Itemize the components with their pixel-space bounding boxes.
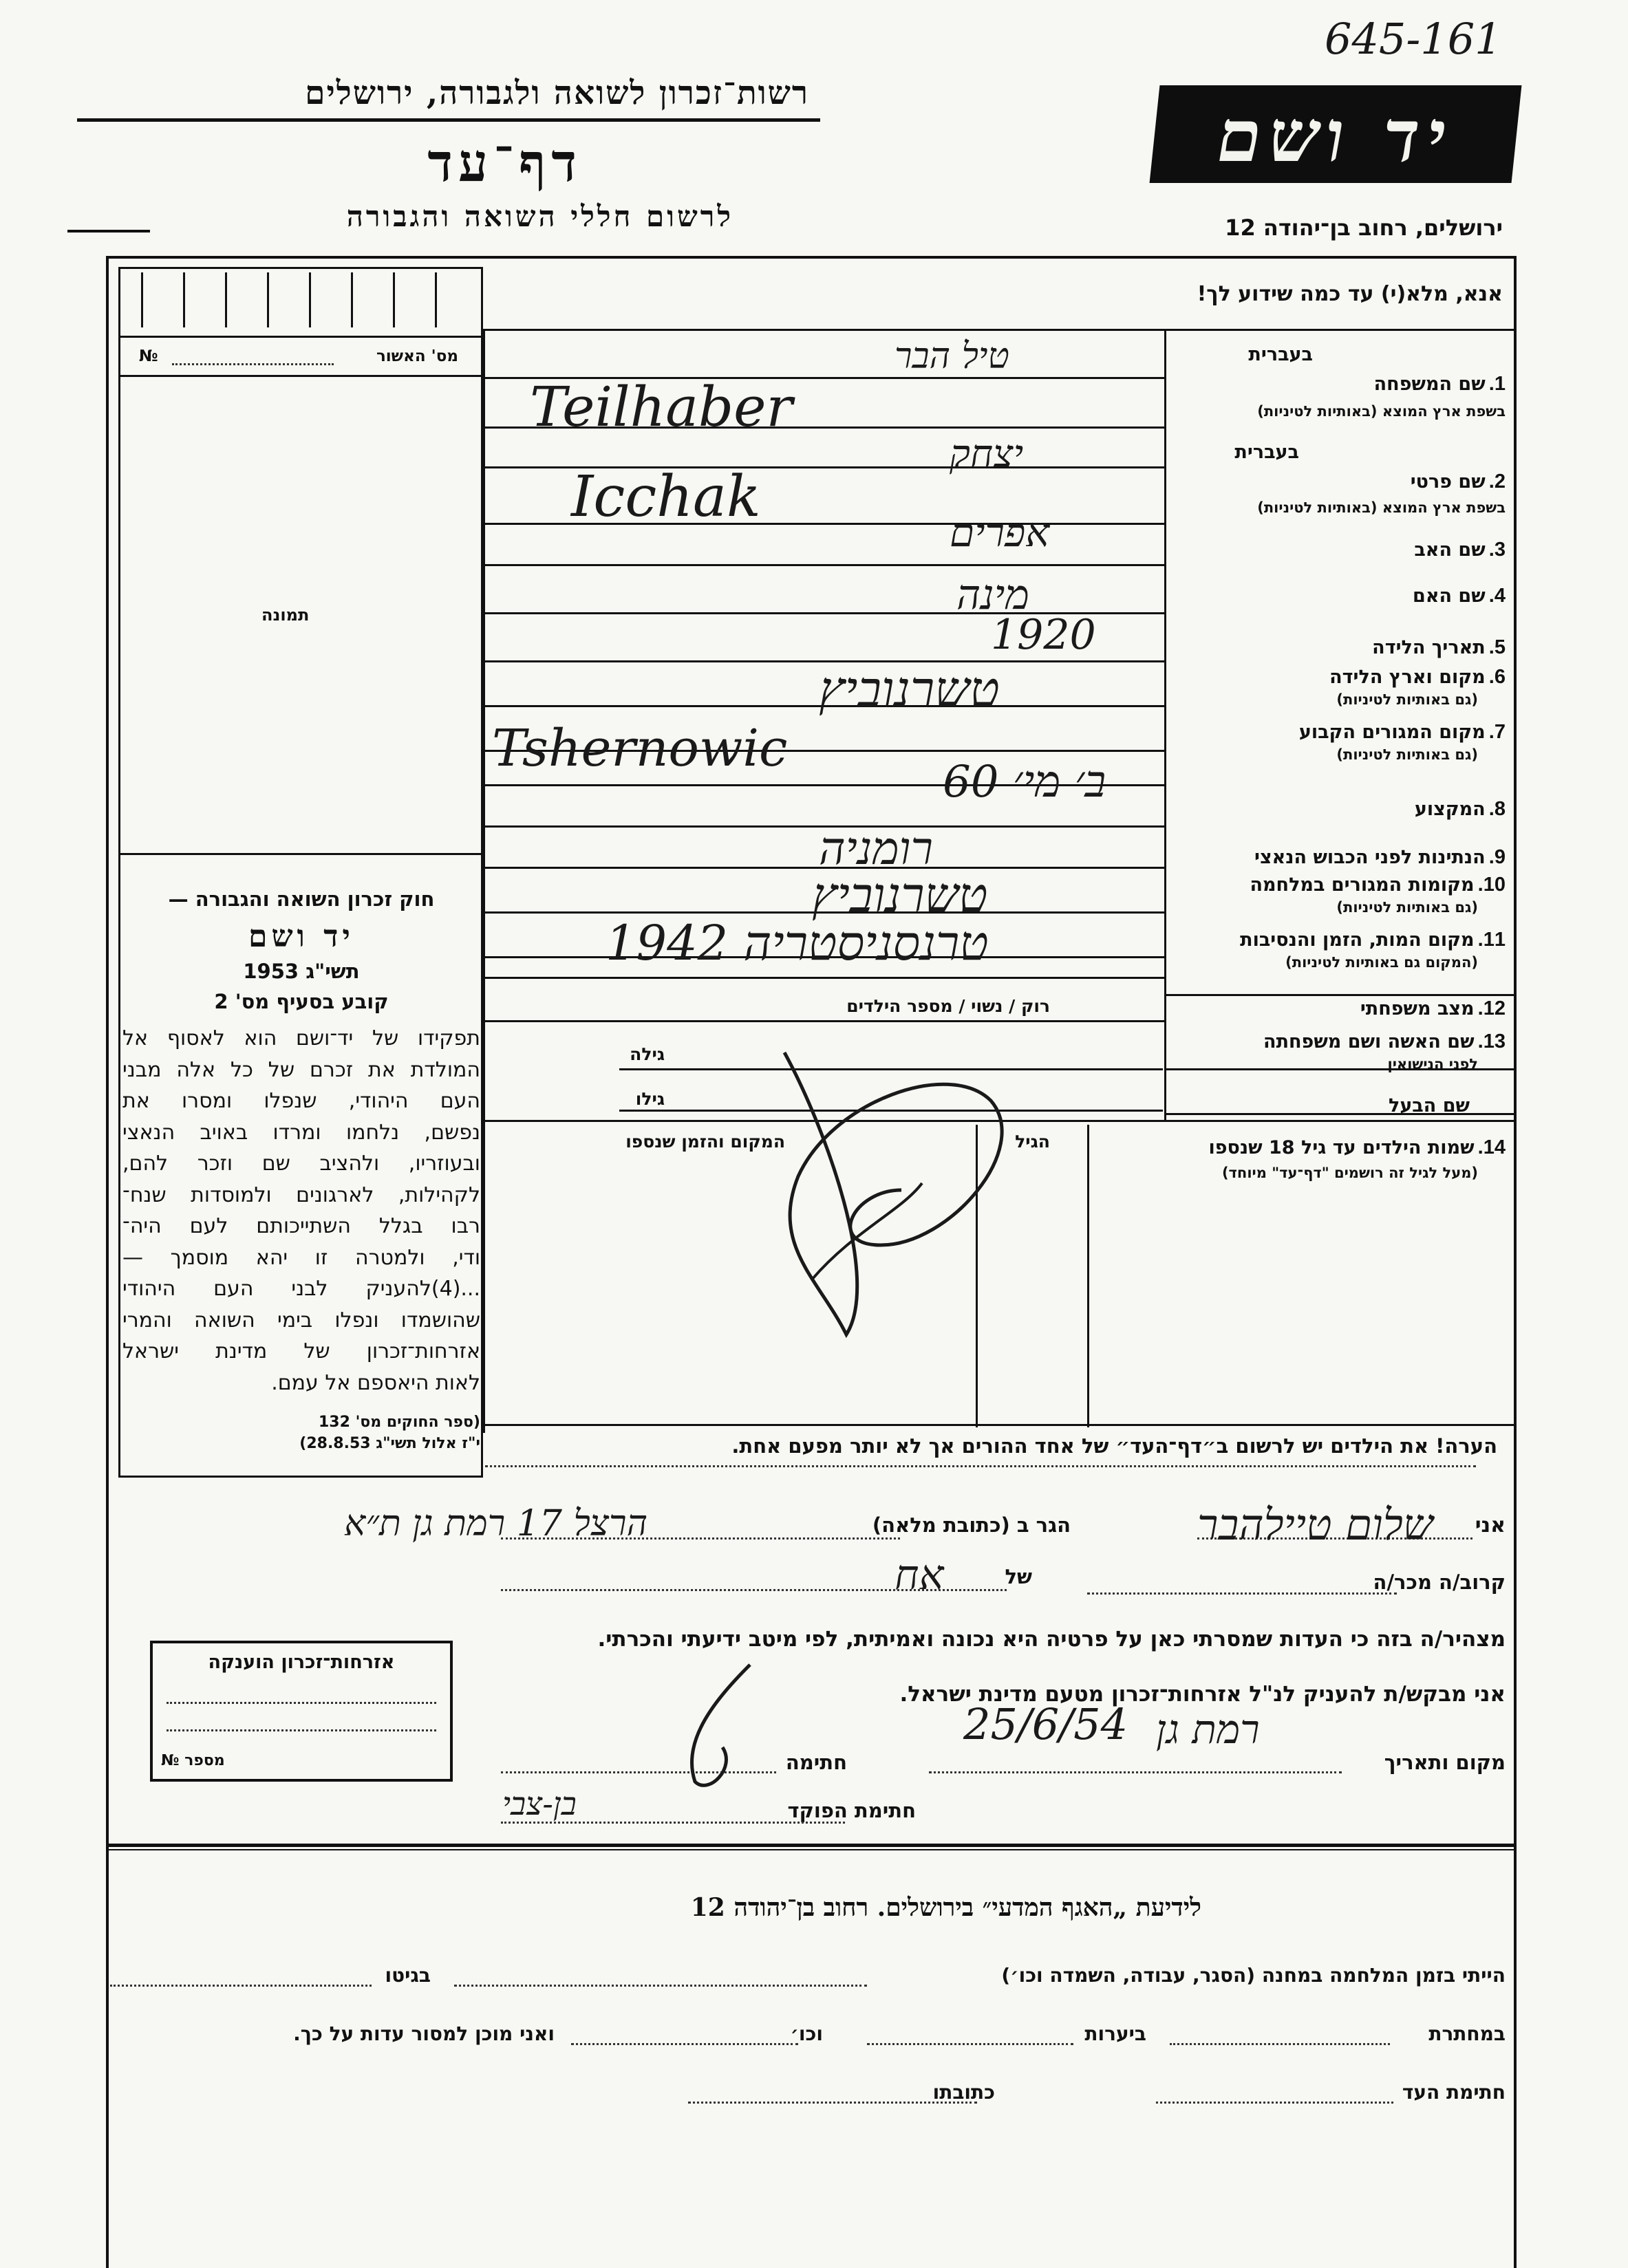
authority-underline bbox=[77, 118, 820, 122]
husband-label: שם הבעל bbox=[1388, 1095, 1470, 1116]
field-9: 9. הנתינות לפני הכבוש הנאצי bbox=[1254, 846, 1506, 868]
footer-line3-b-fill bbox=[688, 2102, 977, 2104]
header-address: ירושלים, רחוב בן־יהודה 12 bbox=[1225, 215, 1503, 241]
field-5: 5. תאריך הלידה bbox=[1372, 636, 1506, 658]
footer-line1-a-fill bbox=[454, 1985, 867, 1987]
entry-left-border bbox=[483, 329, 485, 1120]
note-top bbox=[483, 1424, 1517, 1426]
hw-residence-lat: Tshernowic bbox=[492, 719, 788, 778]
age-female: גילה bbox=[630, 1044, 665, 1064]
hw-birth-date: 1920 bbox=[991, 611, 1096, 659]
hw-given-he: יצחק bbox=[950, 432, 1024, 477]
frame-bottom-b bbox=[106, 1849, 1517, 1850]
field-2-sub: בשפת ארץ המוצא (באותיות לטיניות) bbox=[1257, 499, 1506, 516]
decl-place-date: מקום ותאריך bbox=[1384, 1751, 1506, 1774]
field-3: 3. שם האב bbox=[1414, 539, 1506, 561]
photo-label: תמונה bbox=[261, 605, 310, 625]
hw-citizenship: רומניה bbox=[819, 822, 933, 875]
footer-line2-d: ואני מוכן למסור עדות על כך. bbox=[293, 2022, 555, 2045]
footer-line2-b: ביערות bbox=[1084, 2022, 1146, 2045]
children-col-age: הגיל bbox=[1015, 1132, 1050, 1152]
archive-number: 645-161 bbox=[1325, 14, 1502, 64]
field-2-side: בעברית bbox=[1234, 442, 1299, 463]
hw-officer: בן-צבי bbox=[502, 1785, 577, 1822]
law-line: תפקידו של יד־ושם הוא לאסוף אל bbox=[122, 1026, 480, 1050]
hw-mother: מינה bbox=[956, 571, 1029, 619]
footer-line1-a: הייתי בזמן המלחמה במחנה (הסגר, עבודה, השמדה וכו׳) bbox=[1001, 1964, 1506, 1987]
decl-place-date-line bbox=[929, 1771, 1342, 1773]
field-1-sub: בשפת ארץ המוצא (באותיות לטיניות) bbox=[1257, 403, 1506, 420]
frame-bottom-a bbox=[106, 1844, 1517, 1847]
footer-line2-c: וכו׳ bbox=[790, 2022, 823, 2045]
decl-relative: קרוב/ה מכר/ה bbox=[1373, 1570, 1506, 1594]
law-line: רבו בגלל השתייכותם לעם היה־ bbox=[122, 1214, 480, 1238]
hw-surname-he: טיל הבר bbox=[895, 336, 1009, 377]
citizenship-title: אזרחות־זכרון הוענקה bbox=[208, 1652, 395, 1673]
law-year: תשי"ג 1953 bbox=[243, 960, 360, 983]
footer-line1-b: בגיטו bbox=[385, 1964, 431, 1987]
hw-war-residence: טשרנוביץ bbox=[812, 867, 988, 923]
decl-statement: מצהיר/ה בזה כי העדות שמסרתי כאן על פרטיה היא נכונה ואמיתית, לפי מיטב ידיעתי והכרתי. bbox=[597, 1627, 1506, 1652]
entry-row-line bbox=[483, 977, 1164, 979]
approval-label: מס' האשור bbox=[376, 347, 458, 365]
field-2-label: שם פרטי bbox=[1410, 471, 1486, 493]
children-col-place: המקום והזמן שנספו bbox=[625, 1132, 785, 1152]
left-column-divider bbox=[118, 336, 483, 338]
law-line: ודי, ולמטרה זו יהא מוסמך — bbox=[122, 1245, 480, 1270]
law-name: יד ושם bbox=[248, 919, 354, 954]
decl-residing: הגר ב (כתובת מלאה) bbox=[872, 1513, 1071, 1537]
field-8: 8. המקצוע bbox=[1414, 798, 1506, 820]
hw-date: 25/6/54 bbox=[963, 1699, 1128, 1749]
document-subtitle: לרשום חללי השואה והגבורה bbox=[346, 199, 733, 233]
law-ref-2: י"ז אלול תשי"ג 28.8.53) bbox=[299, 1435, 480, 1452]
age-male: גילו bbox=[635, 1089, 665, 1109]
law-line: אזרחות־זכרון של מדינת ישראל bbox=[122, 1339, 480, 1363]
note-text: הערה! את הילדים יש לרשום ב״דף־העד״ של אחד ההורים אך לא יותר מפעם אחת. bbox=[731, 1434, 1497, 1458]
field-1-side: בעברית bbox=[1248, 344, 1313, 365]
citizenship-number: מספר № bbox=[161, 1752, 225, 1769]
hw-surname-lat: Teilhaber bbox=[530, 375, 793, 439]
field-4: 4. שם האם bbox=[1413, 585, 1506, 607]
hw-place: רמת גן bbox=[1156, 1706, 1260, 1753]
note-line bbox=[485, 1465, 1476, 1467]
law-line: נפשם, נלחמו ומרדו באויב הנאצי bbox=[122, 1120, 480, 1145]
decl-relative-line bbox=[1087, 1592, 1397, 1595]
law-line: לקהילות, לארגונים ולמוסדות שנח־ bbox=[122, 1182, 480, 1207]
footer-title: לידיעת „האגף המדעי״ בירושלים. רחוב בן־יהודה 12 bbox=[690, 1893, 1201, 1922]
law-line: ובעוזריו, ולהציב שם וזכר להם, bbox=[122, 1152, 480, 1176]
document-title: דף־עד bbox=[427, 132, 582, 193]
footer-line2-b-fill bbox=[867, 2043, 1073, 2045]
logo-text: יד ושם bbox=[1217, 94, 1453, 178]
field-14: 14. שמות הילדים עד גיל 18 שנספו (מעל לגיל זה רושמים "דף־עד" מיוחד) bbox=[1208, 1136, 1506, 1181]
tick-boxes bbox=[141, 272, 437, 327]
children-left-border bbox=[483, 1120, 485, 1433]
field-12: 12. מצב משפחתי bbox=[1360, 997, 1506, 1019]
decl-request: אני מבקש/ת להעניק לנ"ל אזרחות־זכרון מטעם מדינת ישראל. bbox=[899, 1682, 1506, 1707]
hw-birth-place: טשרנוביץ bbox=[819, 660, 1000, 718]
footer-line2-a-fill bbox=[1170, 2043, 1390, 2045]
hw-death: טרנסניסטריה 1942 bbox=[606, 915, 989, 971]
entry-right-border bbox=[1164, 329, 1166, 1120]
authority-title: רשות־זכרון לשואה ולגבורה, ירושלים bbox=[305, 74, 809, 112]
law-line: המולדת את זכרם של כל אלה מבני bbox=[122, 1057, 480, 1082]
decl-officer-sig: חתימת הפוקד bbox=[787, 1799, 916, 1822]
field-1-label: שם המשפחה bbox=[1373, 374, 1486, 395]
witness-signature bbox=[661, 1658, 771, 1795]
field-6: 6. מקום וארץ הלידה (גם באותיות לטיניות) bbox=[1329, 666, 1506, 708]
footer-line3-a-fill bbox=[1156, 2102, 1393, 2104]
law-line: ...(4)להעניק לבני העם היהודי bbox=[122, 1277, 480, 1301]
footer-line2-a: במחתרת bbox=[1428, 2022, 1506, 2045]
hw-given-lat: Icchak bbox=[571, 464, 761, 530]
law-ref-1: (ספר החוקים מס' 132 bbox=[318, 1414, 480, 1431]
field-11: 11. מקום המות, הזמן והנסיבות (המקום גם באותיות לטיניות) bbox=[1240, 929, 1506, 971]
footer-line2-c-fill bbox=[571, 2043, 798, 2045]
citizenship-box bbox=[150, 1641, 453, 1782]
decl-of: של bbox=[1005, 1565, 1032, 1588]
decl-i: אני bbox=[1475, 1513, 1506, 1537]
field-10: 10. מקומות המגורים במלחמה (גם באותיות לטיניות) bbox=[1250, 874, 1506, 916]
hw-father: אפרים bbox=[950, 509, 1050, 556]
footer-line1-b-fill bbox=[110, 1985, 372, 1987]
hw-witness-name: שלום טיילהבר bbox=[1197, 1500, 1433, 1550]
footer-line3-a: חתימת העד bbox=[1402, 2081, 1506, 2104]
field-7: 7. מקום המגורים הקבוע (גם באותיות לטיניות) bbox=[1298, 721, 1506, 763]
approval-line bbox=[172, 363, 334, 365]
hw-relation: אח bbox=[895, 1551, 944, 1599]
approval-no: № bbox=[139, 347, 158, 365]
law-line: העם היהודי, שנפלו ומסרו את bbox=[122, 1089, 480, 1113]
footer-line3-b: כתובתו bbox=[932, 2081, 995, 2104]
decl-signature: חתימה bbox=[785, 1751, 847, 1774]
law-line: שהושמדו ונפלו בימי השואה והמרי bbox=[122, 1308, 480, 1332]
hw-witness-address: הרצל 17 רמת גן ת״א bbox=[344, 1503, 648, 1544]
entry-row-line bbox=[483, 564, 1164, 566]
subtitle-dash bbox=[67, 230, 150, 233]
law-section: קובע בסעיף מס' 2 bbox=[214, 990, 389, 1013]
law-box bbox=[122, 887, 480, 1452]
hw-residence-he: ב׳ מי׳ 60 bbox=[943, 757, 1106, 808]
photo-bottom bbox=[118, 853, 483, 855]
instruction-line bbox=[483, 329, 1517, 331]
marital-options: רוק / נשוי / מספר הילדים bbox=[846, 996, 1050, 1016]
law-title: חוק זכרון השואה והגבורה — bbox=[168, 887, 435, 911]
photo-top bbox=[118, 375, 483, 377]
signature-scribble bbox=[743, 1018, 1156, 1348]
entry-row-line bbox=[1164, 994, 1515, 996]
law-line: לאות היאספם אל עמם. bbox=[271, 1370, 480, 1395]
law-body bbox=[122, 1023, 480, 1398]
instruction: אנא, מלא(י) עד כמה שידוע לך! bbox=[1197, 282, 1503, 306]
field-13: 13. שם האשה ושם משפחתה לפני הנישואין bbox=[1263, 1030, 1506, 1072]
